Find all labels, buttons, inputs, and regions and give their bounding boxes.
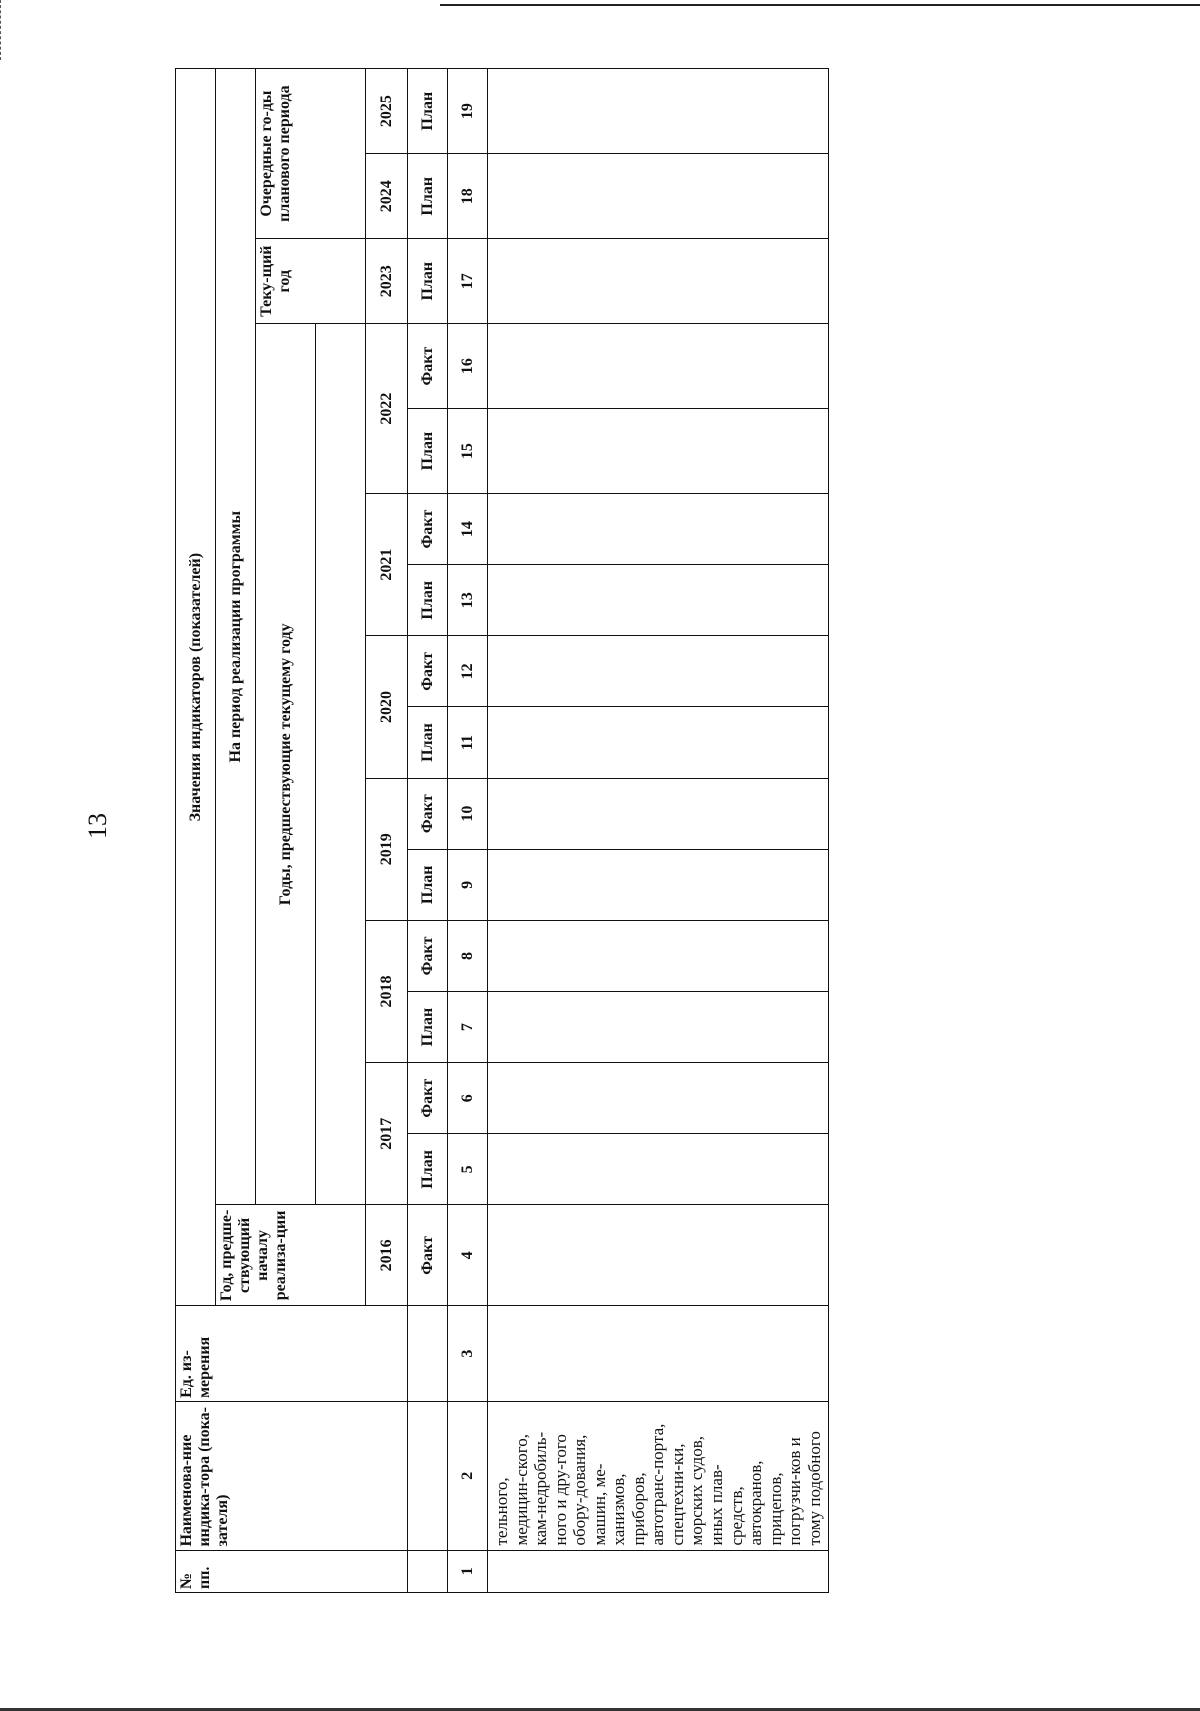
row-cell-9 [488, 849, 829, 920]
header-col-num: № пп. [176, 1550, 408, 1592]
colnum-19: 19 [448, 69, 488, 154]
colnum-9: 9 [448, 849, 488, 920]
row-cell-8 [488, 920, 829, 991]
year-2023: 2023 [366, 239, 408, 324]
pf-empty-2 [408, 1401, 448, 1550]
colnum-15: 15 [448, 409, 488, 494]
row-cell-16 [488, 324, 829, 409]
colnum-8: 8 [448, 920, 488, 991]
colnum-17: 17 [448, 239, 488, 324]
colnum-14: 14 [448, 494, 488, 565]
colnum-18: 18 [448, 154, 488, 239]
indicators-table [175, 68, 829, 1593]
plan-2019: План [408, 849, 448, 920]
fact-2020: Факт [408, 636, 448, 707]
header-row-plan-fact [408, 69, 448, 1593]
colnum-10: 10 [448, 778, 488, 849]
header-current-year: Теку-щий год [256, 239, 366, 324]
fact-2021: Факт [408, 494, 448, 565]
scan-edge-top [440, 4, 1200, 6]
year-2022: 2022 [366, 324, 408, 494]
row-cell-19 [488, 69, 829, 154]
year-2024: 2024 [366, 154, 408, 239]
scan-edge-left [0, 0, 2, 60]
row-unit [488, 1306, 829, 1402]
row-cell-4 [488, 1205, 829, 1306]
table-row [488, 69, 829, 1593]
header-col-name: Наименова-ние индика-тора (пока-зателя) [176, 1401, 408, 1550]
year-2018: 2018 [366, 920, 408, 1062]
row-cell-13 [488, 565, 829, 636]
column-numbers-row [448, 69, 488, 1593]
row-indicator-name: тельного, медицин-ского, кам-недробиль-ного и дру-гого обору-дования, машин, ме-ханизмов, приборов, автотранс-порта, спецтехни-ки, морских судов, иных плав-средств, автокранов, прицепов, погрузчи-ков и тому подобного [488, 1401, 829, 1550]
table-stage [175, 68, 1197, 1644]
pf-empty-1 [408, 1550, 448, 1592]
year-2016: 2016 [366, 1205, 408, 1306]
page-number: 13 [83, 813, 112, 839]
colnum-7: 7 [448, 992, 488, 1063]
header-row-1 [176, 69, 216, 1593]
header-planned-years: Очередные го-ды планового периода [256, 69, 366, 239]
row-cell-14 [488, 494, 829, 565]
plan-2017: План [408, 1134, 448, 1205]
row-cell-11 [488, 707, 829, 778]
header-year-before-start: Год, предше-ствующий началу реализа-ции [216, 1205, 366, 1306]
row-num [488, 1550, 829, 1592]
year-2021: 2021 [366, 494, 408, 636]
row-cell-5 [488, 1134, 829, 1205]
header-values-title: Значения индикаторов (показателей) [176, 69, 216, 1306]
pf-empty-3 [408, 1306, 448, 1402]
fact-2018: Факт [408, 920, 448, 991]
colnum-5: 5 [448, 1134, 488, 1205]
colnum-3: 3 [448, 1306, 488, 1402]
colnum-4: 4 [448, 1205, 488, 1306]
fact-2017: Факт [408, 1063, 448, 1134]
plan-2022: План [408, 409, 448, 494]
row-cell-15 [488, 409, 829, 494]
plan-2025: План [408, 69, 448, 154]
row-cell-17 [488, 239, 829, 324]
header-program-period: На период реализации программы [216, 69, 256, 1205]
header-years-preceding: Годы, предшествующие текущему году [256, 324, 316, 1205]
rotated-table-wrapper [175, 68, 1105, 1593]
fact-2016: Факт [408, 1205, 448, 1306]
colnum-2: 2 [448, 1401, 488, 1550]
colnum-11: 11 [448, 707, 488, 778]
colnum-16: 16 [448, 324, 488, 409]
colnum-13: 13 [448, 565, 488, 636]
year-2017: 2017 [366, 1063, 408, 1205]
year-2019: 2019 [366, 778, 408, 920]
row-cell-7 [488, 992, 829, 1063]
plan-2023: План [408, 239, 448, 324]
row-cell-12 [488, 636, 829, 707]
plan-2024: План [408, 154, 448, 239]
colnum-1: 1 [448, 1550, 488, 1592]
plan-2020: План [408, 707, 448, 778]
header-col-unit: Ед. из-мерения [176, 1306, 408, 1402]
colnum-12: 12 [448, 636, 488, 707]
header-spacer [316, 324, 366, 1205]
fact-2019: Факт [408, 778, 448, 849]
row-cell-6 [488, 1063, 829, 1134]
plan-2018: План [408, 992, 448, 1063]
row-cell-18 [488, 154, 829, 239]
year-2020: 2020 [366, 636, 408, 778]
colnum-6: 6 [448, 1063, 488, 1134]
year-2025: 2025 [366, 69, 408, 154]
fact-2022: Факт [408, 324, 448, 409]
plan-2021: План [408, 565, 448, 636]
row-cell-10 [488, 778, 829, 849]
